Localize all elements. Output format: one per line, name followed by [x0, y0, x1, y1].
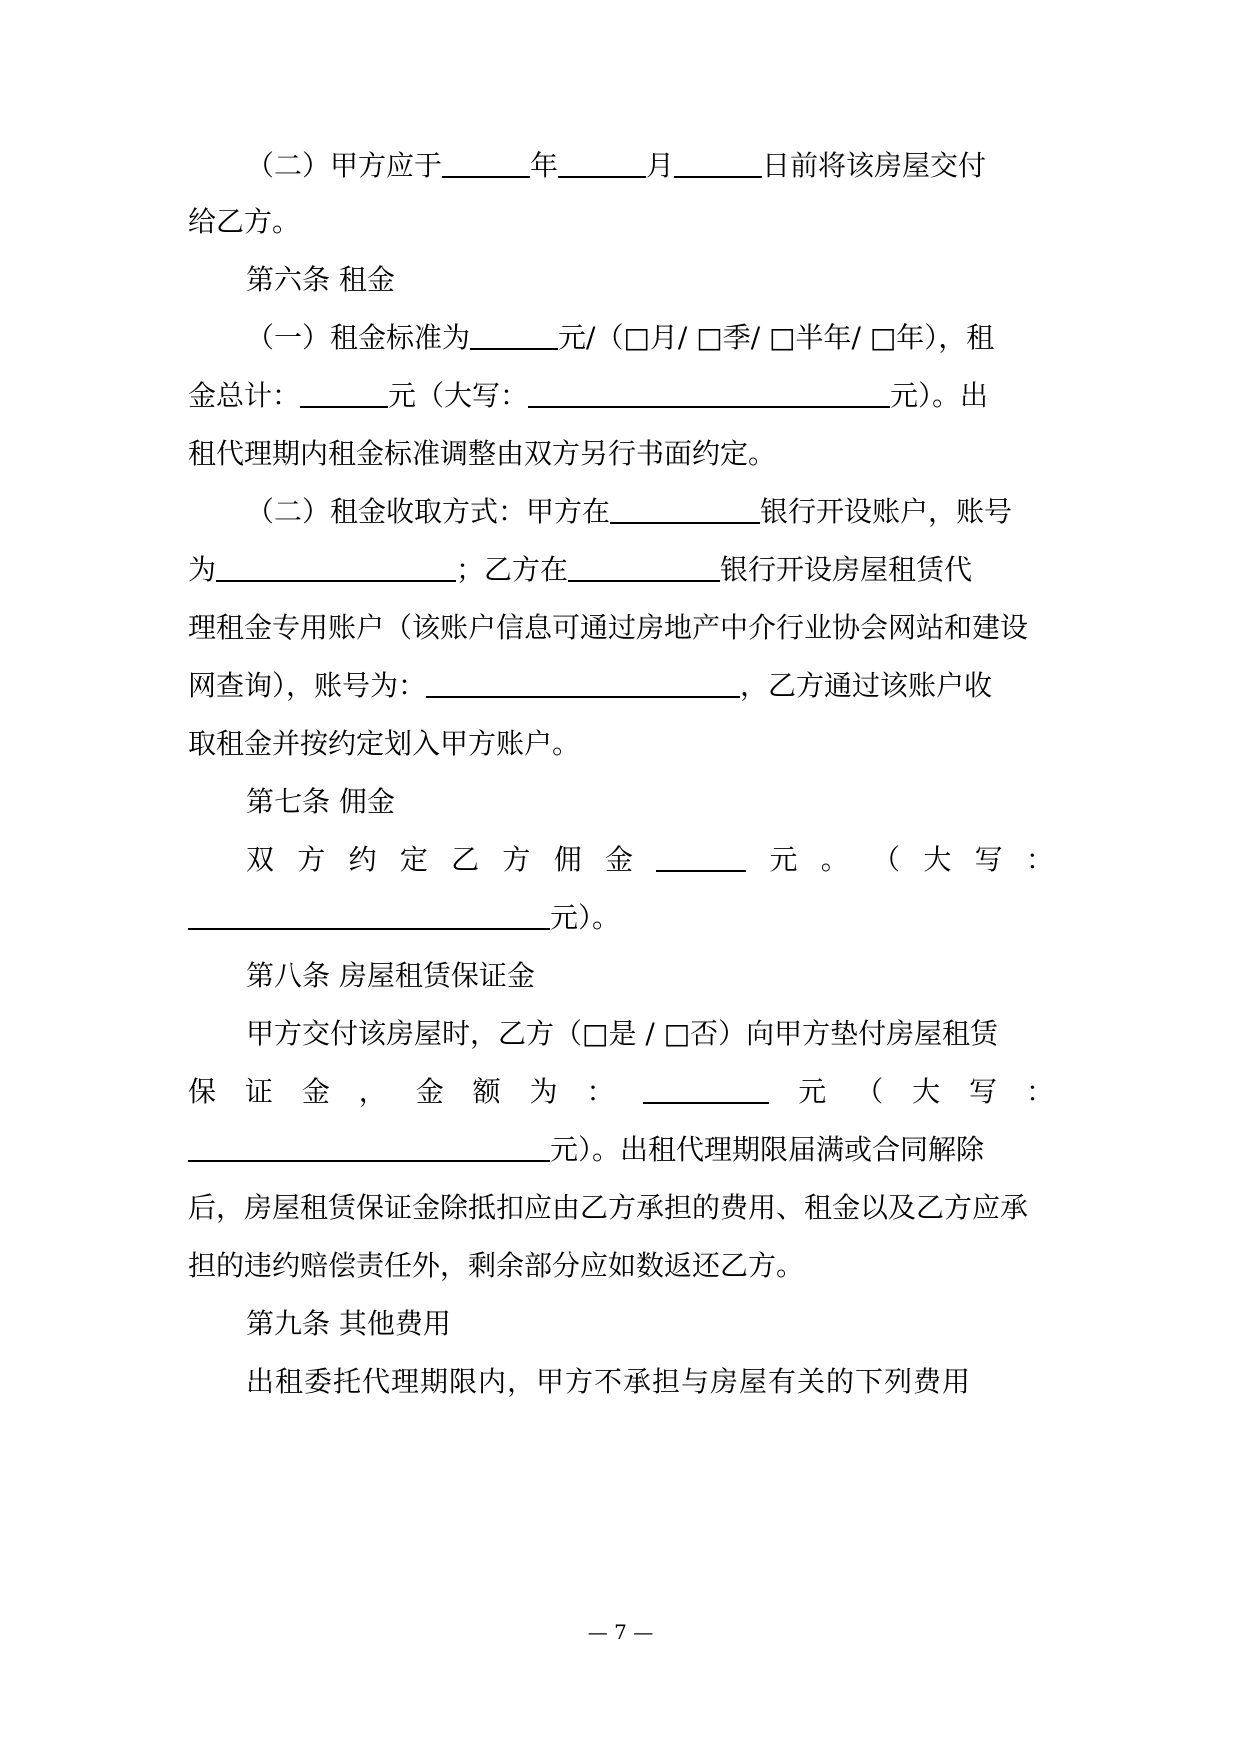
clause-5-2-line-2: 给乙方。	[188, 205, 301, 238]
party-a-bank-blank[interactable]	[610, 492, 760, 524]
clause-6-1-line-2: 金总计： 元（大写： 元）。出	[188, 376, 1054, 416]
day-blank[interactable]	[674, 146, 762, 178]
year-blank[interactable]	[442, 146, 530, 178]
month-blank[interactable]	[558, 146, 646, 178]
clause-6-1-line-1: （一）租金标准为 元/（□月/ □季/ □半年/ □年），租	[246, 318, 1054, 358]
commission-blank[interactable]	[656, 840, 746, 872]
clause-6-2-line-2: 为 ；乙方在 银行开设房屋租赁代	[188, 550, 1054, 590]
clause-9-line-1: 出租委托代理期限内，甲方不承担与房屋有关的下列费用	[246, 1365, 972, 1398]
clause-8-line-3: 元）。出租代理期限届满或合同解除	[188, 1130, 1054, 1170]
article-8-heading: 第八条 房屋租赁保证金	[246, 959, 535, 992]
deposit-amount-blank[interactable]	[643, 1072, 769, 1104]
party-a-account-blank[interactable]	[216, 550, 456, 582]
clause-6-2-line-3: 理租金专用账户（该账户信息可通过房地产中介行业协会网站和建设	[188, 611, 1029, 644]
rent-total-words-blank[interactable]	[528, 376, 890, 408]
deposit-words-blank[interactable]	[188, 1130, 550, 1162]
clause-7-line-2: 元）。	[188, 898, 1054, 938]
rent-standard-blank[interactable]	[470, 318, 558, 350]
party-b-bank-blank[interactable]	[568, 550, 720, 582]
rent-total-blank[interactable]	[300, 376, 388, 408]
article-6-heading: 第六条 租金	[246, 263, 395, 296]
clause-6-1-line-3: 租代理期内租金标准调整由双方另行书面约定。	[188, 437, 777, 470]
clause-6-2-line-1: （二）租金收取方式：甲方在 银行开设账户，账号	[246, 492, 1054, 532]
page-number: — 7 —	[587, 1620, 654, 1644]
party-b-account-blank[interactable]	[426, 666, 740, 698]
clause-7-line-1: 双 方 约 定 乙 方 佣 金 元 。 （ 大 写 ：	[246, 840, 1054, 880]
article-9-heading: 第九条 其他费用	[246, 1307, 451, 1340]
clause-8-line-5: 担的违约赔偿责任外，剩余部分应如数返还乙方。	[188, 1249, 805, 1282]
article-7-heading: 第七条 佣金	[246, 785, 395, 818]
clause-6-2-line-4: 网查询），账号为： ，乙方通过该账户收	[188, 666, 1054, 706]
clause-8-line-4: 后，房屋租赁保证金除抵扣应由乙方承担的费用、租金以及乙方应承	[188, 1191, 1029, 1224]
clause-6-2-line-5: 取租金并按约定划入甲方账户。	[188, 727, 581, 760]
clause-5-2-line-1: （二）甲方应于 年 月 日前将该房屋交付	[246, 146, 1054, 186]
clause-8-line-1: 甲方交付该房屋时，乙方（□是 / □否）向甲方垫付房屋租赁	[246, 1017, 999, 1050]
commission-words-blank[interactable]	[188, 898, 550, 930]
clause-8-line-2: 保 证 金 ， 金 额 为 ： 元 （ 大 写 ：	[188, 1072, 1054, 1112]
